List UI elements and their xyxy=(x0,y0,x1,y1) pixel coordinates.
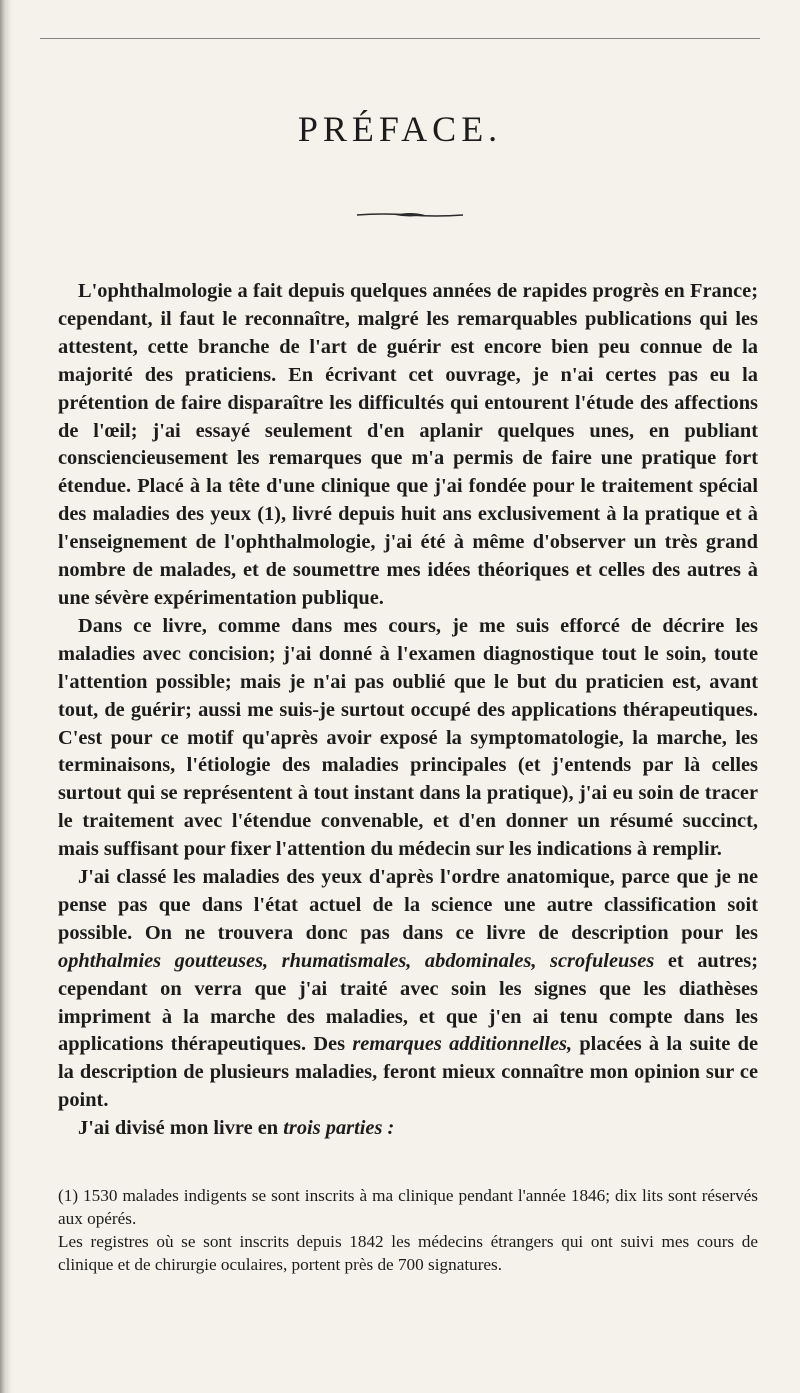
footnote-2: Les registres où se sont inscrits depuis 1842 les médecins étrangers qui ont suivi mes cours de clinique et de chirurgie oculaires, portent près de 700 signatures. xyxy=(58,1232,758,1274)
preface-body xyxy=(58,278,758,1143)
page-top-rule xyxy=(40,38,760,39)
paragraph-3-text-b: et autres; cependant on verra que j'ai traité avec soin les signes que les diathèses impriment à la marche des maladies, et que j'en ai tenu compte dans les applications thérapeutiques. Des xyxy=(58,949,758,1056)
page-title: PRÉFACE. xyxy=(297,109,503,149)
paragraph-3-italic-1: ophthalmies goutteuses, rhumatismales, abdominales, scrofuleuses xyxy=(58,949,655,972)
paragraph-1-text: L'ophthalmologie a fait depuis quelques années de rapides progrès en France; cependant, il faut le reconnaître, malgré les remarquables publications qui les attestent, cette branche de l'art de guérir est encore bien peu connue de la majorité des praticiens. En écrivant cet ouvrage, je n'ai certes pas eu la prétention de faire disparaître les difficultés qui entourent l'étude des affections de l'œil; j'ai essayé seulement d'en aplanir quelques unes, en publiant consciencieusement les remarques que m'a permis de faire une pratique fort étendue. Placé à la tête d'une clinique que j'ai fondée pour le traitement spécial des maladies des yeux (1), livré depuis huit ans exclusivement à la pratique et à l'enseignement de l'ophthalmologie, j'ai été à même d'observer un très grand nombre de malades, et de soumettre mes idées théoriques et celles des autres à une sévère expérimentation publique. xyxy=(58,280,758,609)
paragraph-2 xyxy=(58,613,758,864)
ornament-divider-icon xyxy=(355,210,465,220)
page-binding-edge xyxy=(0,0,12,1393)
paragraph-3-text-a: J'ai classé les maladies des yeux d'après l'ordre anatomique, parce que je ne pense pas que dans l'état actuel de la science une autre classification soit possible. On ne trouvera donc pas dans ce livre de description pour les xyxy=(58,866,758,944)
paragraph-3-italic-2: remarques additionnelles, xyxy=(352,1033,573,1056)
paragraph-4 xyxy=(58,1115,758,1143)
footnotes xyxy=(58,1184,758,1276)
footnote-1: (1) 1530 malades indigents se sont inscrits à ma clinique pendant l'année 1846; dix lits sont réservés aux opérés. xyxy=(58,1186,758,1228)
paragraph-1 xyxy=(58,278,758,613)
paragraph-4-text: J'ai divisé mon livre en xyxy=(78,1117,279,1140)
paragraph-2-text: Dans ce livre, comme dans mes cours, je me suis efforcé de décrire les maladies avec concision; j'ai donné à l'examen diagnostique tout le soin, toute l'attention possible; mais je n'ai pas oublié que le but du praticien est, avant tout, de guérir; aussi me suis-je surtout occupé des applications thérapeutiques. C'est pour ce motif qu'après avoir exposé la symptomatologie, la marche, les terminaisons, l'étiologie des maladies principales (et j'entends par là celles surtout qui se représentent à tout instant dans la pratique), j'ai eu soin de tracer le traitement avec l'étendue convenable, et d'en donner un résumé succinct, mais suffisant pour fixer l'attention du médecin sur les indications à remplir. xyxy=(58,614,758,861)
paragraph-4-italic: trois parties : xyxy=(283,1117,395,1140)
paragraph-3-text-c: placées à la suite de la description de plusieurs maladies, feront mieux connaître mon opinion sur ce point. xyxy=(58,1033,758,1112)
paragraph-3 xyxy=(58,864,758,1115)
